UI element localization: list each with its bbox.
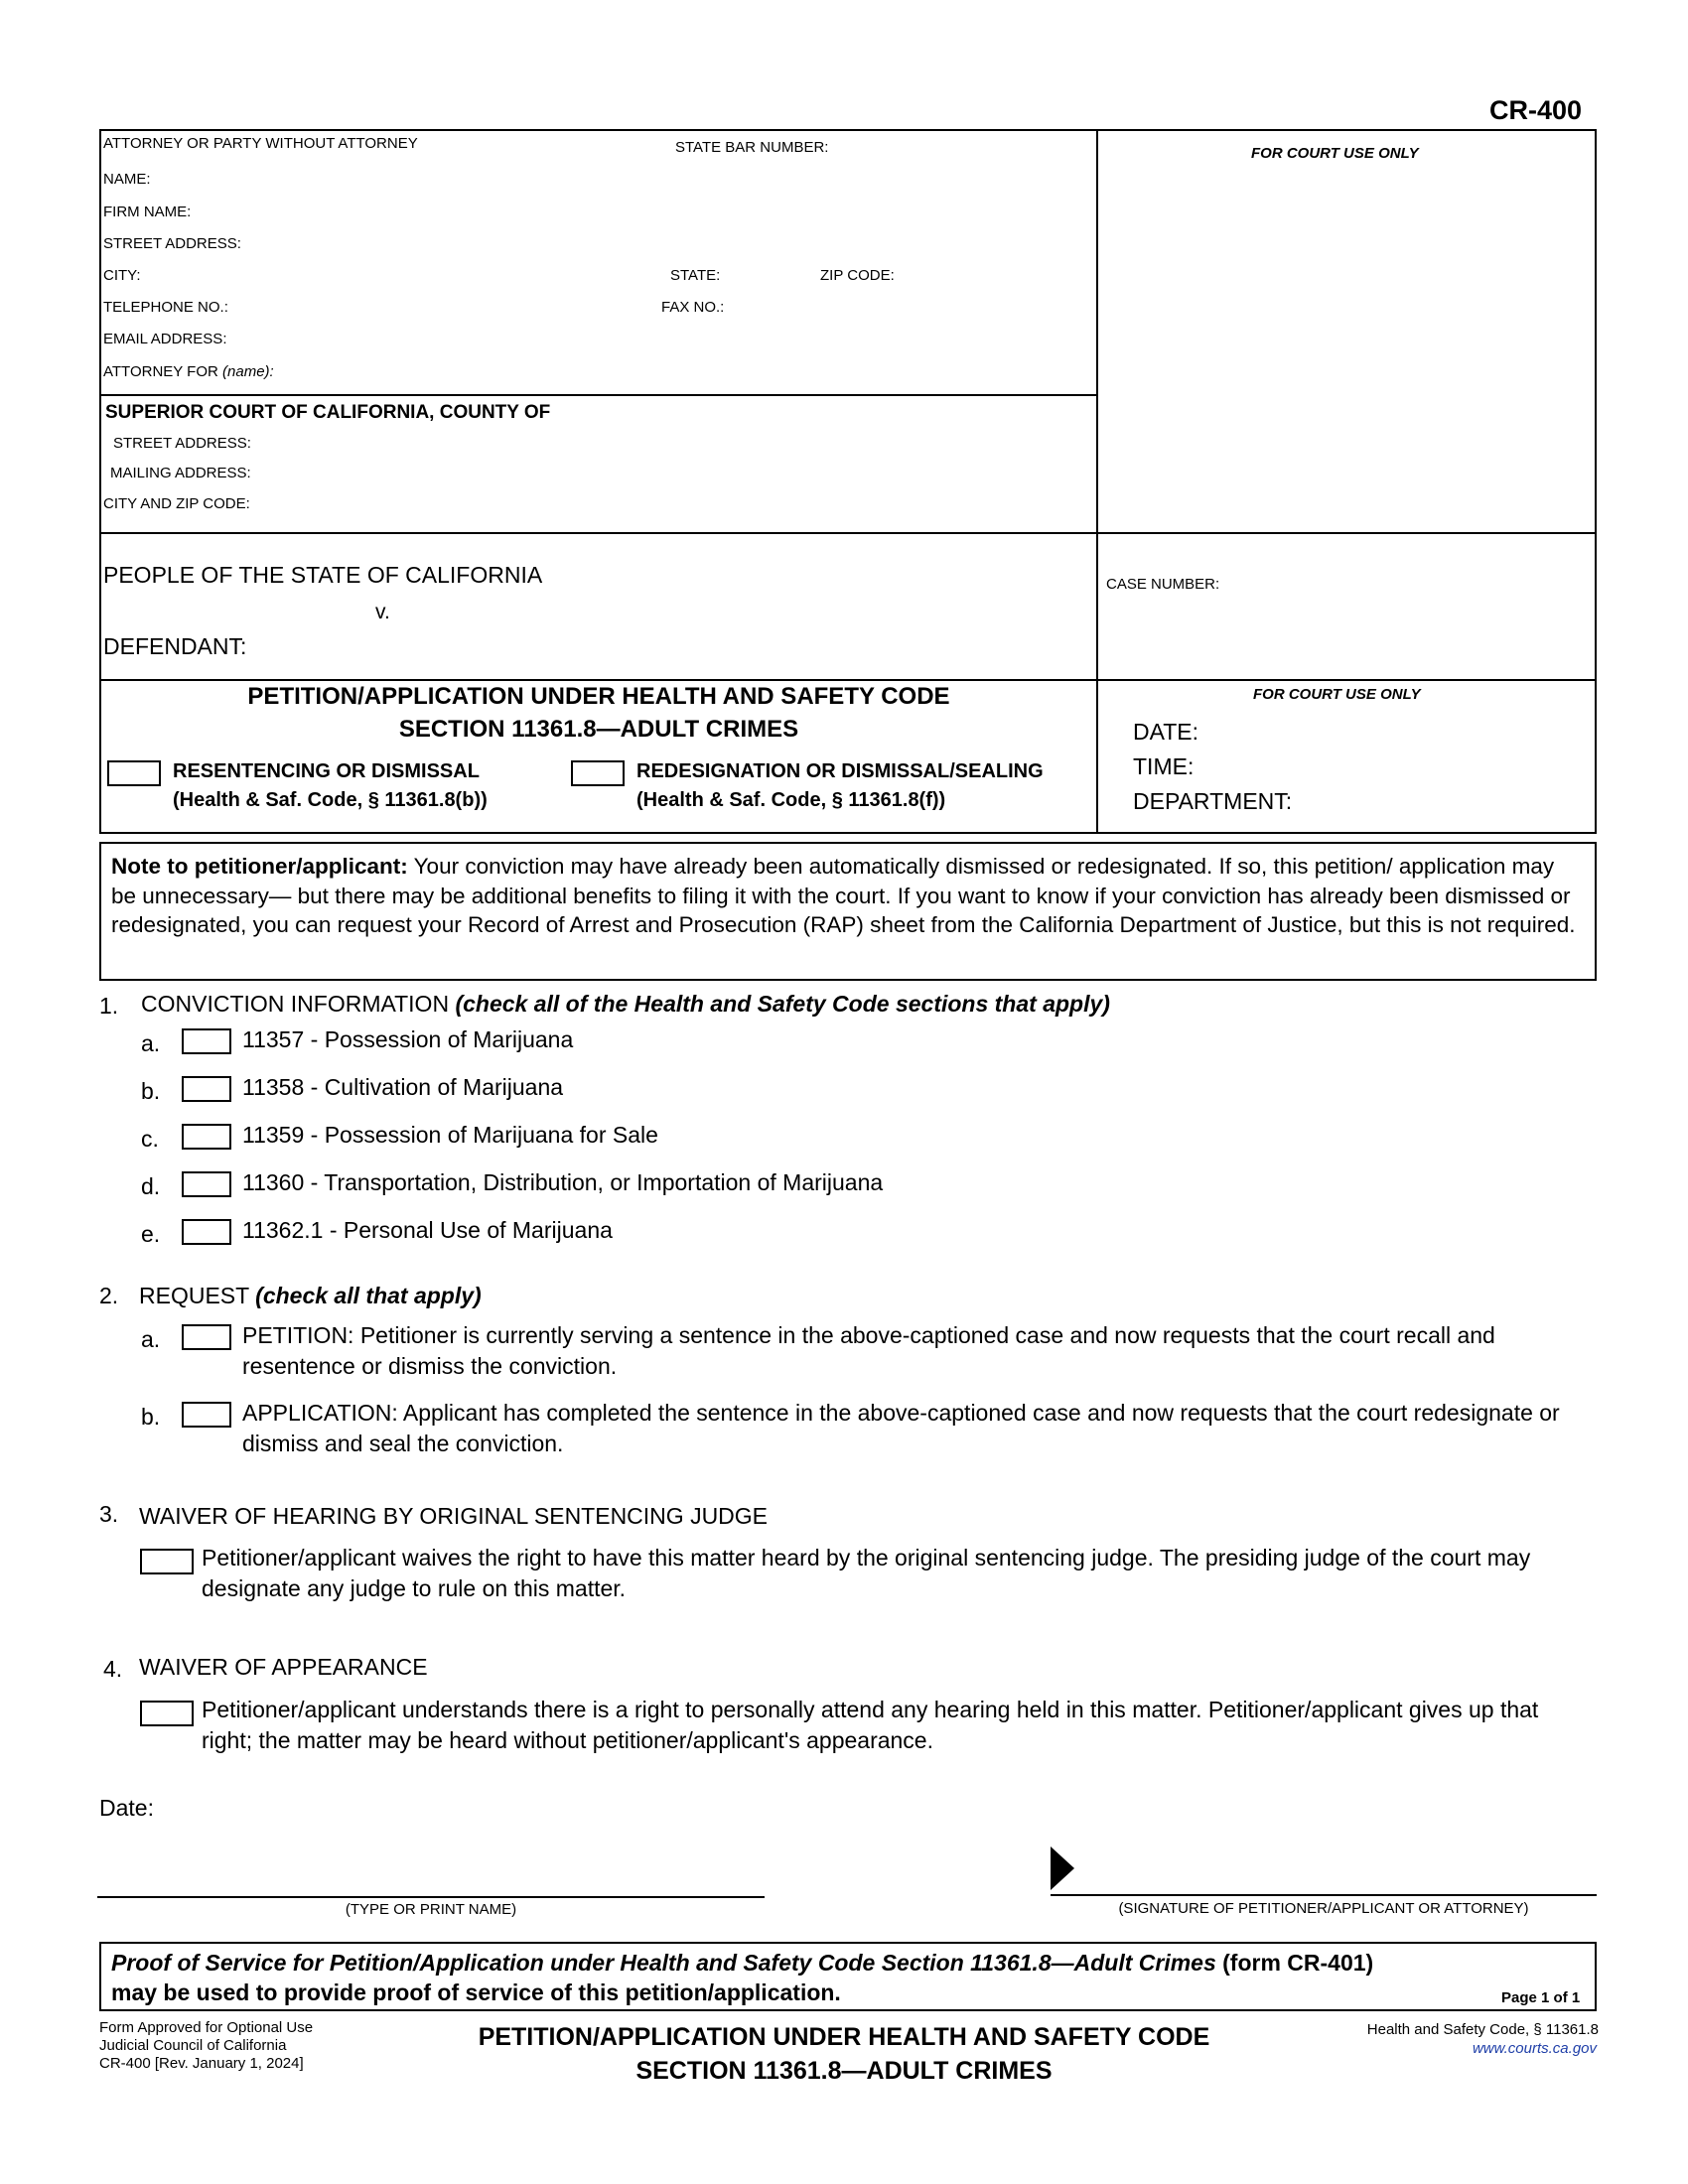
state-bar-label: STATE BAR NUMBER: xyxy=(675,139,829,156)
footer-title-line1: PETITION/APPLICATION UNDER HEALTH AND SAFETY CODE xyxy=(478,2023,1210,2051)
courts-website-link[interactable]: www.courts.ca.gov xyxy=(1472,2040,1597,2057)
section2-heading xyxy=(139,1283,482,1309)
header-top-border xyxy=(99,129,1597,131)
section1-item-a-text: 11357 - Possession of Marijuana xyxy=(242,1026,574,1052)
city-label: CITY: xyxy=(103,267,141,284)
section1-item-d-checkbox[interactable] xyxy=(182,1171,231,1197)
section1-item-a-letter: a. xyxy=(141,1030,161,1056)
telephone-label: TELEPHONE NO.: xyxy=(103,299,228,316)
section2-item-a-checkbox[interactable] xyxy=(182,1324,231,1350)
fax-label: FAX NO.: xyxy=(661,299,725,316)
note-box xyxy=(99,842,1597,981)
note-lead: Note to petitioner/applicant: xyxy=(111,854,408,879)
email-label: EMAIL ADDRESS: xyxy=(103,331,227,347)
case-number-label: CASE NUMBER: xyxy=(1106,576,1220,593)
name-label: NAME: xyxy=(103,171,151,188)
attorney-for-label xyxy=(103,363,274,380)
resentencing-label: RESENTENCING OR DISMISSAL xyxy=(173,760,480,782)
print-name-caption: (TYPE OR PRINT NAME) xyxy=(345,1901,517,1918)
footer-title-line2: SECTION 11361.8—ADULT CRIMES xyxy=(635,2057,1053,2085)
section1-item-d-text: 11360 - Transportation, Distribution, or Importation of Marijuana xyxy=(242,1169,884,1195)
section2-number: 2. xyxy=(99,1283,119,1308)
court-street-label: STREET ADDRESS: xyxy=(113,435,251,452)
section1-item-c-checkbox[interactable] xyxy=(182,1124,231,1150)
attorney-header: ATTORNEY OR PARTY WITHOUT ATTORNEY xyxy=(103,135,418,152)
footer-left-line2: Judicial Council of California xyxy=(99,2037,287,2054)
section3-checkbox[interactable] xyxy=(140,1549,194,1574)
section1-title: CONVICTION INFORMATION xyxy=(141,991,450,1017)
section2-item-b-checkbox[interactable] xyxy=(182,1402,231,1428)
caption-title-divider xyxy=(99,679,1597,681)
attorney-for-name-hint: (name): xyxy=(222,363,274,380)
section1-item-e-letter: e. xyxy=(141,1221,161,1247)
versus-label: v. xyxy=(375,601,390,623)
section1-item-e-text: 11362.1 - Personal Use of Marijuana xyxy=(242,1217,613,1243)
signature-caption: (SIGNATURE OF PETITIONER/APPLICANT OR ATTORNEY) xyxy=(1118,1900,1529,1917)
footer-left-line1: Form Approved for Optional Use xyxy=(99,2019,314,2036)
section1-item-c-letter: c. xyxy=(141,1126,159,1152)
page-number: Page 1 of 1 xyxy=(1501,1989,1581,2006)
redesignation-checkbox[interactable] xyxy=(571,760,625,786)
firm-name-label: FIRM NAME: xyxy=(103,204,192,220)
proof-of-service-box xyxy=(99,1942,1597,2011)
section1-number: 1. xyxy=(99,993,119,1019)
section2-item-a-text: PETITION: Petitioner is currently serving a sentence in the above-captioned case and now requests that the court recall and resentence or dismiss the conviction. xyxy=(242,1322,1495,1379)
section3-title: WAIVER OF HEARING BY ORIGINAL SENTENCING JUDGE xyxy=(139,1503,769,1529)
section2-item-b-letter: b. xyxy=(141,1404,161,1430)
signature-arrow-icon xyxy=(1051,1846,1074,1890)
court-use-only-hearing: FOR COURT USE ONLY xyxy=(1253,686,1421,703)
proof-line2: may be used to provide proof of service of this petition/application. xyxy=(111,1979,841,2005)
attorney-street-label: STREET ADDRESS: xyxy=(103,235,241,252)
footer-right-line1: Health and Safety Code, § 11361.8 xyxy=(1366,2021,1599,2038)
zip-label: ZIP CODE: xyxy=(820,267,895,284)
court-caption-divider xyxy=(99,532,1597,534)
section3-number: 3. xyxy=(99,1501,119,1527)
section1-item-e-checkbox[interactable] xyxy=(182,1219,231,1245)
section2-item-a-letter: a. xyxy=(141,1326,161,1352)
defendant-label: DEFENDANT: xyxy=(103,633,247,659)
redesignation-code: (Health & Saf. Code, § 11361.8(f)) xyxy=(636,789,946,811)
date-label: Date: xyxy=(99,1795,154,1821)
people-caption: PEOPLE OF THE STATE OF CALIFORNIA xyxy=(103,562,543,588)
resentencing-code: (Health & Saf. Code, § 11361.8(b)) xyxy=(173,789,488,811)
attorney-court-divider xyxy=(99,394,1098,396)
form-title-line1: PETITION/APPLICATION UNDER HEALTH AND SAFETY CODE xyxy=(247,683,950,710)
section1-item-b-letter: b. xyxy=(141,1078,161,1104)
proof-form: (form CR-401) xyxy=(1215,1950,1374,1976)
proof-italic: Proof of Service for Petition/Application under Health and Safety Code Section 11361.8—Adult Crimes xyxy=(111,1950,1216,1976)
court-title: SUPERIOR COURT OF CALIFORNIA, COUNTY OF xyxy=(105,402,551,423)
redesignation-label: REDESIGNATION OR DISMISSAL/SEALING xyxy=(636,760,1044,782)
section2-instruction: (check all that apply) xyxy=(255,1283,482,1308)
header-right-border xyxy=(1595,129,1597,834)
signature-line[interactable] xyxy=(1051,1894,1597,1896)
section4-number: 4. xyxy=(103,1656,123,1682)
court-mailing-label: MAILING ADDRESS: xyxy=(110,465,251,481)
attorney-for-text: ATTORNEY FOR xyxy=(103,363,218,380)
section1-item-c-text: 11359 - Possession of Marijuana for Sale xyxy=(242,1122,658,1148)
form-title-line2: SECTION 11361.8—ADULT CRIMES xyxy=(398,716,799,743)
hearing-time-label: TIME: xyxy=(1133,753,1195,779)
hearing-date-label: DATE: xyxy=(1133,719,1199,745)
header-bottom-border xyxy=(99,832,1597,834)
section4-checkbox[interactable] xyxy=(140,1701,194,1726)
section2-item-b-text: APPLICATION: Applicant has completed the sentence in the above-captioned case and now requests that the court redesignate or dismiss and seal the conviction. xyxy=(242,1400,1560,1456)
section1-heading xyxy=(141,991,1110,1018)
state-label: STATE: xyxy=(670,267,721,284)
section3-text: Petitioner/applicant waives the right to have this matter heard by the original sentencing judge. The presiding judge of the court may designate any judge to rule on this matter. xyxy=(202,1545,1531,1601)
form-number: CR-400 xyxy=(1489,95,1583,125)
section1-item-b-checkbox[interactable] xyxy=(182,1076,231,1102)
hearing-department-label: DEPARTMENT: xyxy=(1133,788,1293,814)
section1-item-d-letter: d. xyxy=(141,1173,161,1199)
section4-text: Petitioner/applicant understands there is a right to personally attend any hearing held in this matter. Petitioner/applicant gives up that right; the matter may be heard without petitioner/applicant's appearance. xyxy=(202,1697,1539,1753)
print-name-line[interactable] xyxy=(97,1896,765,1898)
section2-title: REQUEST xyxy=(139,1283,249,1308)
note-text: Your conviction may have already been automatically dismissed or redesignated. If so, this petition/ application may be unnecessary— but there may be additional benefits to filing it with the court. If you want to know if your conviction has already been dismissed or redesignated, you can request your Record of Arrest and Prosecution (RAP) sheet from the California Department of Justice, but this is not required. xyxy=(111,854,1576,937)
section1-instruction: (check all of the Health and Safety Code sections that apply) xyxy=(455,991,1110,1017)
section1-item-b-text: 11358 - Cultivation of Marijuana xyxy=(242,1074,564,1100)
court-city-zip-label: CITY AND ZIP CODE: xyxy=(103,495,250,512)
section4-title: WAIVER OF APPEARANCE xyxy=(139,1654,428,1680)
footer-left-line3: CR-400 [Rev. January 1, 2024] xyxy=(99,2055,304,2072)
court-use-only-top: FOR COURT USE ONLY xyxy=(1251,145,1419,162)
resentencing-checkbox[interactable] xyxy=(107,760,161,786)
section1-item-a-checkbox[interactable] xyxy=(182,1028,231,1054)
